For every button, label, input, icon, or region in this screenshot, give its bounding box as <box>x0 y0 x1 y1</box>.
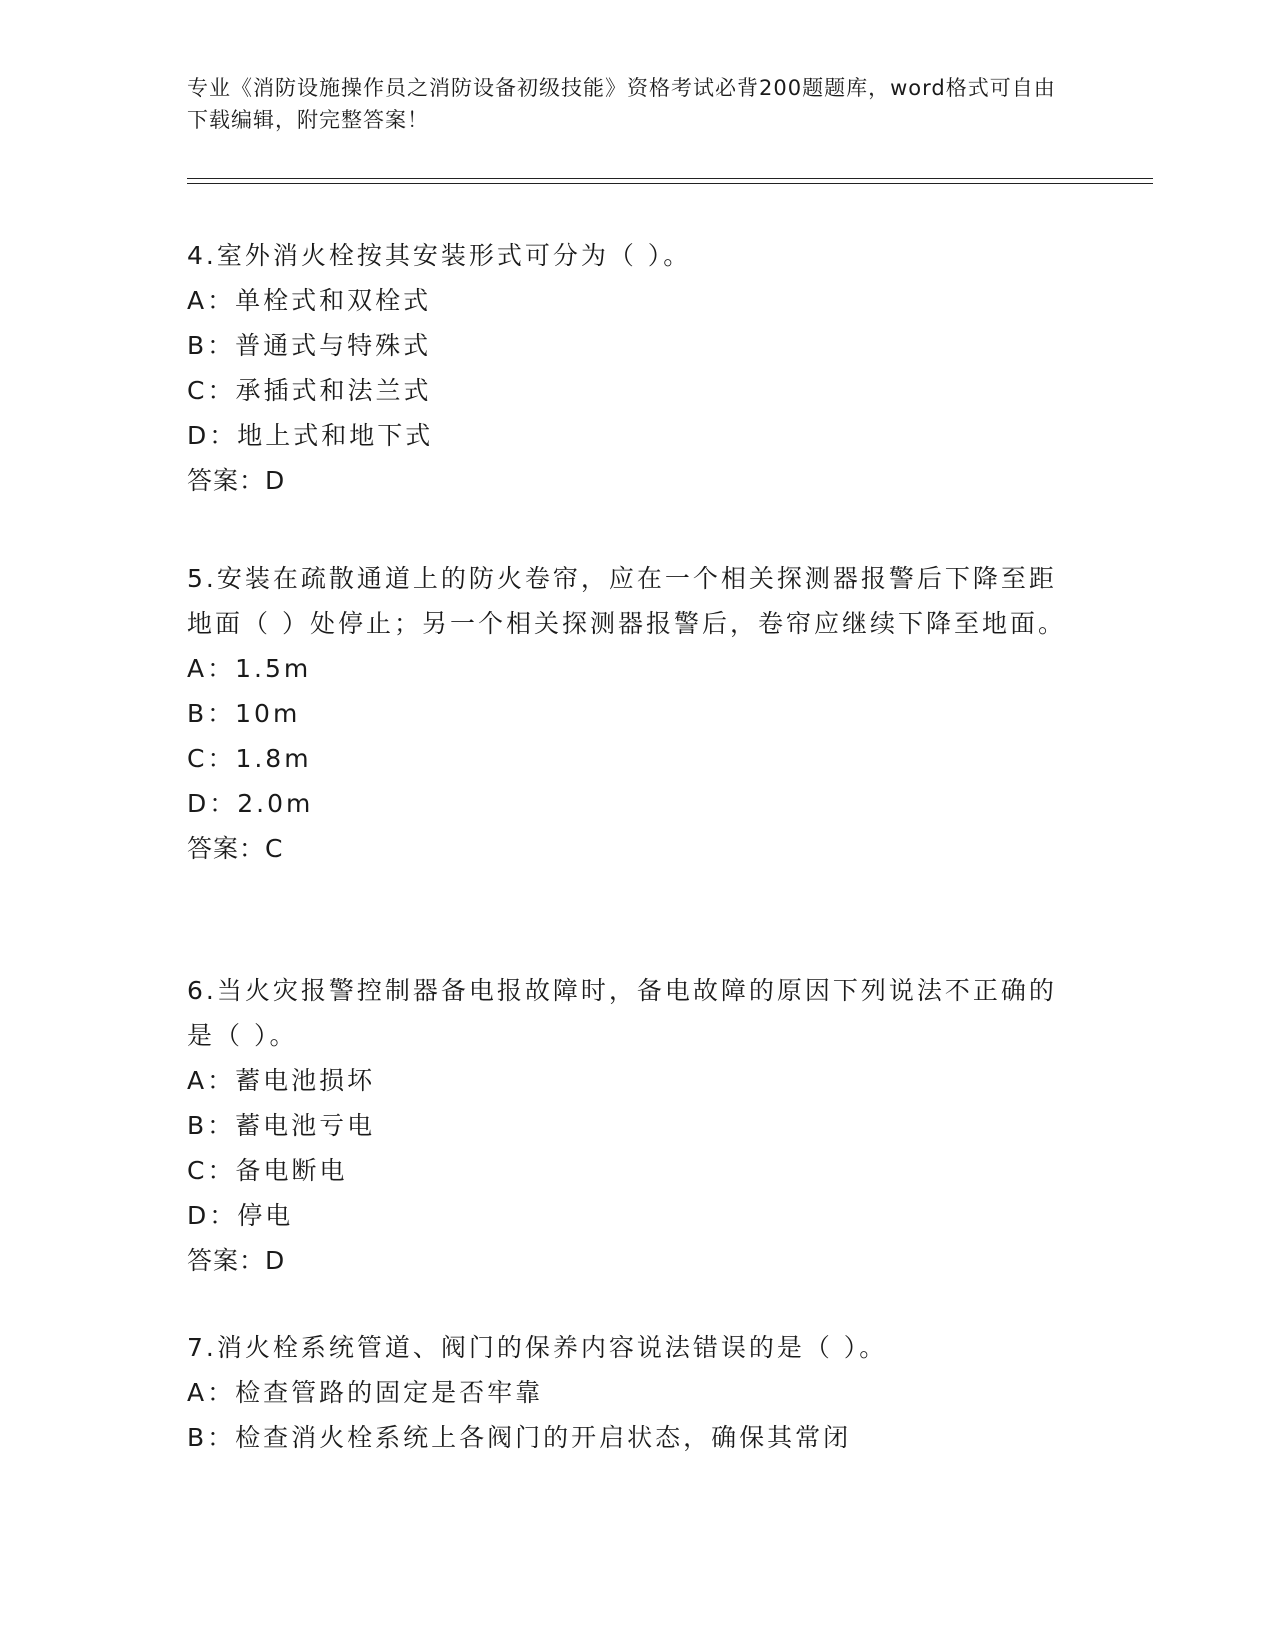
option-b: B：蓄电池亏电 <box>187 1111 376 1140</box>
question-5 <box>187 556 1067 871</box>
question-stem: 4.室外消火栓按其安装形式可分为（ ）。 <box>187 241 692 270</box>
option-a: A：1.5m <box>187 654 312 683</box>
option-d: D：2.0m <box>187 789 314 818</box>
option-a: A：蓄电池损坏 <box>187 1066 376 1095</box>
question-stem: 5.安装在疏散通道上的防火卷帘，应在一个相关探测器报警后下降至距地面（ ）处停止；另一个相关探测器报警后，卷帘应继续下降至地面。 <box>187 564 1066 638</box>
question-stem: 6.当火灾报警控制器备电报故障时，备电故障的原因下列说法不正确的是（ ）。 <box>187 976 1057 1050</box>
option-d: D：地上式和地下式 <box>187 421 434 450</box>
answer-line: 答案：D <box>187 466 286 495</box>
question-stem: 7.消火栓系统管道、阀门的保养内容说法错误的是（ ）。 <box>187 1333 888 1362</box>
option-b: B：10m <box>187 699 301 728</box>
answer-line: 答案：C <box>187 834 284 863</box>
option-c: C：承插式和法兰式 <box>187 376 432 405</box>
header-divider-top <box>187 178 1153 179</box>
option-a: A：单栓式和双栓式 <box>187 286 432 315</box>
option-b: B：检查消火栓系统上各阀门的开启状态，确保其常闭 <box>187 1423 852 1452</box>
option-a: A：检查管路的固定是否牢靠 <box>187 1378 544 1407</box>
answer-line: 答案：D <box>187 1246 286 1275</box>
option-d: D：停电 <box>187 1201 294 1230</box>
question-7 <box>187 1325 1067 1460</box>
document-intro: 专业《消防设施操作员之消防设备初级技能》资格考试必背200题题库，word格式可自由下载编辑，附完整答案！ <box>187 76 1056 132</box>
header-divider-bottom <box>187 183 1153 184</box>
question-6 <box>187 968 1067 1283</box>
option-c: C：1.8m <box>187 744 312 773</box>
option-b: B：普通式与特殊式 <box>187 331 432 360</box>
option-c: C：备电断电 <box>187 1156 348 1185</box>
question-4 <box>187 233 1067 503</box>
